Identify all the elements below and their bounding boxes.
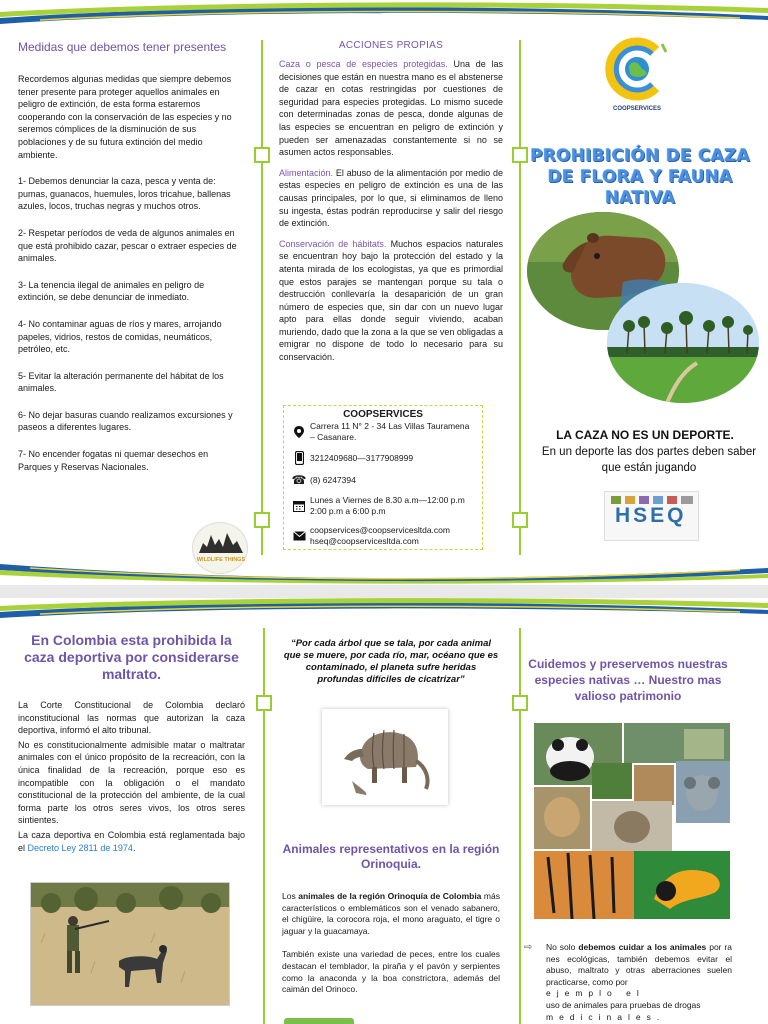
animal-collage-illustration xyxy=(534,723,730,919)
arrow-bullet-icon: ⇨ xyxy=(524,942,533,953)
bottom-swoosh-decoration xyxy=(0,560,768,585)
section-hunting-title: Caza o pesca de especies protegidas. xyxy=(279,59,448,69)
measure-item-6: 6- No dejar basuras cuando realizamos excursiones y paseos a diferentes lugares. xyxy=(18,409,233,433)
measure-item-4: 4- No contaminar aguas de ríos y mares, arrojando papeles, vidrios, restos de comidas, neumáticos, petróleo, etc. xyxy=(18,318,222,355)
contact-hours: Lunes a Viernes de 8.30 a.m—12:00 p.m 2:00 p.m a 6:00 p.m xyxy=(310,495,465,516)
preserve-heading: Cuidemos y preservemos nuestras especies nativas … Nuestro mas valioso patrimonio xyxy=(528,657,728,703)
slogan-text: En un deporte las dos partes deben saber que están jugando xyxy=(541,446,757,474)
bullet-prefix: No solo xyxy=(546,942,579,952)
hunter-photo xyxy=(30,882,230,1006)
colombia-paragraph-2: No es constitucionalmente admisible matar o maltratar animales con el único propósito de la recreación, con la única finalidad de la recreación, porque eso es incompatible con la obligación o el mandato constitucional de la protección del ambiente, de la cual forma parte los otros seres vivos, los otros seres sintientes. xyxy=(18,739,245,826)
colombia-heading: En Colombia esta prohibida la caza deportiva por considerarse maltrato. xyxy=(24,632,239,682)
section-hunting xyxy=(279,58,503,159)
brochure-page-bottom xyxy=(0,598,768,1024)
bullet-spaced-1: ejemplo el xyxy=(546,988,645,999)
orinoquia-paragraph-2: También existe una variedad de peces, entre los cuales destacan el temblador, la piraña y el pavón y serpientes como la anaconda y la boa constrictora, además del caimán del Orinoco. xyxy=(282,949,500,995)
measure-item-7: 7- No encender fogatas ni quemar desechos en Parques y Reservas Nacionales. xyxy=(18,449,209,472)
actions-heading: ACCIONES PROPIAS xyxy=(338,40,444,51)
divider-node xyxy=(256,695,272,711)
contact-email-hseq[interactable]: hseq@coopservicesltda.com xyxy=(310,536,419,546)
preserve-bullet-text xyxy=(546,942,732,1023)
section-food-text: El abuso de la alimentación por medio de estas especies en peligro de extinción es una de las causas principales, por lo que, si eliminamos de lleno su ingesta, éstas podrán reproducirse y salir del riesgo de extinción. xyxy=(279,167,503,229)
contact-emails xyxy=(310,525,450,547)
armadillo-photo xyxy=(322,709,448,805)
wildlife-silhouette-icon xyxy=(193,523,249,559)
divider-node xyxy=(254,147,270,163)
contact-phone: (8) 6247394 xyxy=(310,474,356,485)
telephone-icon: ☎ xyxy=(291,472,307,487)
middle-column-actions xyxy=(279,40,503,372)
column-divider-left xyxy=(261,40,263,555)
divider-node xyxy=(254,512,270,528)
contact-box xyxy=(283,405,483,550)
colombia-paragraph-1: La Corte Constitucional de Colombia declaró inconstitucional las normas que autorizan la caza deportiva, informó el alto tribunal. xyxy=(18,700,245,736)
top-swoosh-decoration xyxy=(0,0,768,26)
orinoquia-p1-bold: animales de la región Orinoquía de Colombia xyxy=(298,891,482,901)
colombia-paragraph-3 xyxy=(18,829,245,854)
measures-heading: Medidas que debemos tener presentes xyxy=(18,40,227,54)
location-pin-icon xyxy=(292,425,306,439)
decree-link[interactable]: Decreto Ley 2811 de 1974 xyxy=(27,842,133,853)
preserve-bullet-item xyxy=(524,942,732,1023)
column-divider-right xyxy=(519,40,521,555)
coopservices-logo-icon xyxy=(604,36,670,102)
section-food xyxy=(279,167,503,230)
contact-company-name: COOPSERVICES xyxy=(343,409,423,420)
slogan-heading: LA CAZA NO ES UN DEPORTE. xyxy=(556,428,734,442)
logo-caption: COOPSERVICES xyxy=(613,106,661,112)
column-divider-left-page2 xyxy=(263,628,265,1024)
armadillo-illustration xyxy=(322,709,448,805)
right-column-preserve xyxy=(524,656,732,704)
palm-savanna-illustration xyxy=(607,283,759,403)
measure-item-1: 1- Debemos denunciar la caza, pesca y venta de: pumas, guanacos, huemules, loros tricahue, ballenas azules, locos, truchas negras y muchos otros. xyxy=(18,176,231,212)
page-gap xyxy=(0,585,768,598)
hseq-logo xyxy=(604,491,699,541)
left-column-measures xyxy=(18,40,238,485)
mobile-phone-icon xyxy=(292,451,306,465)
bullet-tail: uso de animales para pruebas de drogas xyxy=(546,999,701,1010)
contact-email-row xyxy=(292,525,474,547)
coopservices-logo xyxy=(604,36,670,112)
planet-quote: “Por cada árbol que se tala, por cada animal que se muere, por cada río, mar, océano que es contaminado, el planeta sufre heridas profundas difíciles de cicatrizar” xyxy=(283,638,499,685)
contact-mobile: 3212409680—3177908999 xyxy=(310,452,414,463)
measure-item-3: 3- La tenencia ilegal de animales en peligro de extinción, se debe denunciar de inmediato. xyxy=(18,279,205,303)
bullet-mid: por ra nes ecológicas, también debemos evitar el abuso, maltrato y otras aberraciones suelen practicarse, como por xyxy=(546,942,732,987)
contact-address-row xyxy=(292,421,474,443)
hseq-logo-text: HSEQ xyxy=(615,504,687,527)
greenery-strip-decoration xyxy=(284,1018,354,1024)
contact-email-general[interactable]: coopservices@coopservicesltda.com xyxy=(310,525,450,535)
orinoquia-heading: Animales representativos en la región Orinoquia. xyxy=(282,842,500,871)
bullet-spaced-2: medicinales. xyxy=(546,1011,666,1022)
contact-phone-row xyxy=(292,473,474,487)
divider-node xyxy=(512,147,528,163)
calendar-icon xyxy=(292,499,306,513)
section-habitat-text: Muchos espacios naturales se encuentran hoy bajo la protección del estado y la atenta mirada de los ecologistas, ya que es primordial que estos parajes se mantengan porque su tala o destrucción conllevaría la desaparición de un gran número de especies que, sin dar con un nuevo lugar apto para ellas donde seguir viviendo, acaban muriendo, dado que la zona a la que se ven obligadas a emigrar no dispone de todo lo necesario para su conservación. xyxy=(279,238,504,363)
savanna-photo xyxy=(607,283,759,403)
measure-item-5: 5- Evitar la alteración permanente del hábitat de los animales. xyxy=(18,370,224,394)
top-swoosh-decoration-page2 xyxy=(0,598,768,620)
contact-address: Carrera 11 N° 2 - 34 Las Villas Tauramena – Casanare. xyxy=(310,421,470,442)
section-habitat xyxy=(279,238,503,364)
preserve-bullet xyxy=(524,942,732,1023)
orinoquia-paragraph-1 xyxy=(282,891,500,937)
hunter-dog-illustration xyxy=(31,883,230,1006)
divider-node xyxy=(512,512,528,528)
middle-column-animals-text xyxy=(282,842,500,996)
decree-prefix: La caza deportiva en Colombia está reglamentada bajo el xyxy=(18,829,245,853)
measures-intro: Recordemos algunas medidas que siempre debemos tener presente para proteger aquellos animales en peligro de extinción, de esta forma estaremos cooperando con la conservación de las especies y no seremos cómplices de la disminución de sus poblaciones y de su futura extinción del medio ambiente. xyxy=(18,74,232,160)
brochure-main-title: PROHIBICIÓN DE CAZA DE FLORA Y FAUNA NATIVA xyxy=(530,146,750,208)
section-hunting-text: Una de las decisiones que están en nuestra mano es el abstenerse de cazar en cotas restringidas por cuestiones de seguridad para especies protegidas. Lo mismo sucede con determinadas zonas de pesca, donde algunas de las especies se encuentran en peligro de extinción y pueden ser amenazadas constantemente si no se asumen actos responsables. xyxy=(279,59,503,158)
animal-collage-photo xyxy=(534,723,730,919)
wildlife-badge-text: WILDLIFE THINGS xyxy=(196,557,246,563)
contact-mobile-row xyxy=(292,451,474,465)
email-icon xyxy=(292,529,306,543)
contact-hours-row xyxy=(292,495,474,517)
orinoquia-p1-prefix: Los xyxy=(282,891,299,901)
decree-suffix: . xyxy=(132,842,136,853)
column-divider-right-page2 xyxy=(519,628,521,1024)
section-food-title: Alimentación. xyxy=(279,167,334,178)
orinoquia-p1-suffix: más característicos o emblemáticos son el venado sabanero, el chigüire, la corocora roja, el mono araguato, el tigre o jaguar y la guacamaya. xyxy=(282,891,500,936)
section-habitat-title: Conservación de hábitats. xyxy=(279,238,387,249)
left-column-colombia xyxy=(18,632,245,856)
bullet-bold: debemos cuidar a los animales xyxy=(578,942,707,952)
middle-column-animals xyxy=(282,638,500,686)
measure-item-2: 2- Respetar períodos de veda de algunos animales en que está prohibido cazar, pescar o extraer especies de animales. xyxy=(18,227,237,264)
